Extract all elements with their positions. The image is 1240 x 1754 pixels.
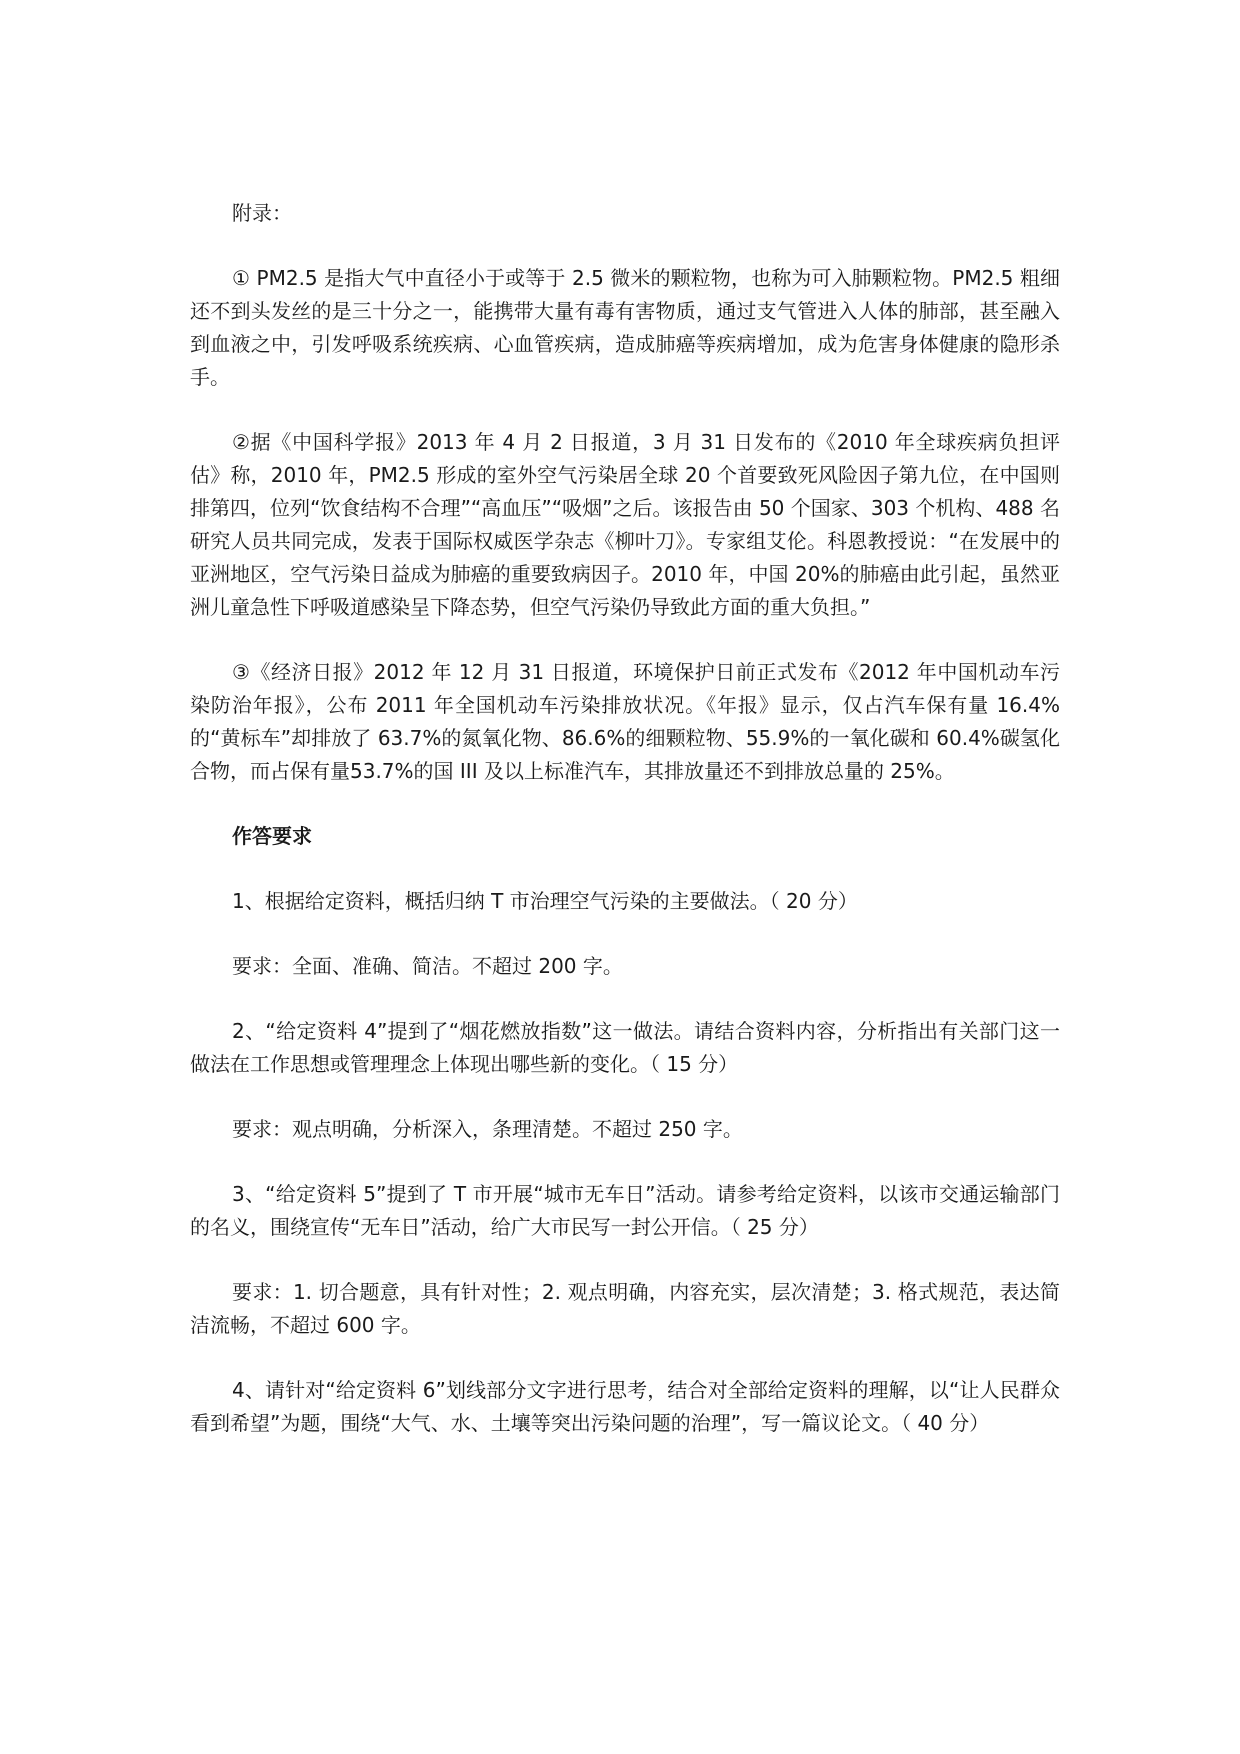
question-3: 3、“给定资料 5”提到了 T 市开展“城市无车日”活动。请参考给定资料，以该市交通运输部门的名义，围绕宣传“无车日”活动，给广大市民写一封公开信。（ 25 分） [190,1182,1060,1239]
question-2-requirement: 要求：观点明确，分析深入，条理清楚。不超过 250 字。 [232,1117,743,1141]
document-page [190,197,1060,1472]
appendix-item-1: ① PM2.5 是指大气中直径小于或等于 2.5 微米的颗粒物，也称为可入肺颗粒物。PM2.5 粗细还不到头发丝的是三十分之一，能携带大量有毒有害物质，通过支气管进入人体的肺部，甚至融入到血液之中，引发呼吸系统疾病、心血管疾病，造成肺癌等疾病增加，成为危害身体健康的隐形杀手。 [190,266,1060,389]
question-4: 4、请针对“给定资料 6”划线部分文字进行思考，结合对全部给定资料的理解，以“让人民群众看到希望”为题，围绕“大气、水、土壤等突出污染问题的治理”，写一篇议论文。（ 40 分） [190,1378,1060,1435]
requirements-heading: 作答要求 [232,824,312,848]
question-3-requirement: 要求：1. 切合题意，具有针对性；2. 观点明确，内容充实，层次清楚；3. 格式规范，表达简洁流畅，不超过 600 字。 [190,1280,1060,1337]
appendix-item-3: ③《经济日报》2012 年 12 月 31 日报道，环境保护日前正式发布《2012 年中国机动车污染防治年报》，公布 2011 年全国机动车污染排放状况。《年报》显示，仅占汽车保有量 16.4%的“黄标车”却排放了 63.7%的氮氧化物、86.6%的细颗粒物、55.9%的一氧化碳和 60.4%碳氢化合物，而占保有量53.7%的国 III 及以上标准汽车，其排放量还不到排放总量的 25%。 [190,660,1060,783]
question-1: 1、根据给定资料，概括归纳 T 市治理空气污染的主要做法。（ 20 分） [232,889,858,913]
appendix-label: 附录： [232,201,292,225]
question-1-requirement: 要求：全面、准确、简洁。不超过 200 字。 [232,954,623,978]
appendix-item-2: ②据《中国科学报》2013 年 4 月 2 日报道，3 月 31 日发布的《2010 年全球疾病负担评估》称，2010 年，PM2.5 形成的室外空气污染居全球 20 个首要致死风险因子第九位，在中国则排第四，位列“饮食结构不合理”“高血压”“吸烟”之后。该报告由 50 个国家、303 个机构、488 名研究人员共同完成，发表于国际权威医学杂志《柳叶刀》。专家组艾伦。科恩教授说：“在发展中的亚洲地区，空气污染日益成为肺癌的重要致病因子。2010 年，中国 20%的肺癌由此引起，虽然亚洲儿童急性下呼吸道感染呈下降态势，但空气污染仍导致此方面的重大负担。” [190,430,1060,619]
question-2: 2、“给定资料 4”提到了“烟花燃放指数”这一做法。请结合资料内容，分析指出有关部门这一做法在工作思想或管理理念上体现出哪些新的变化。（ 15 分） [190,1019,1060,1076]
